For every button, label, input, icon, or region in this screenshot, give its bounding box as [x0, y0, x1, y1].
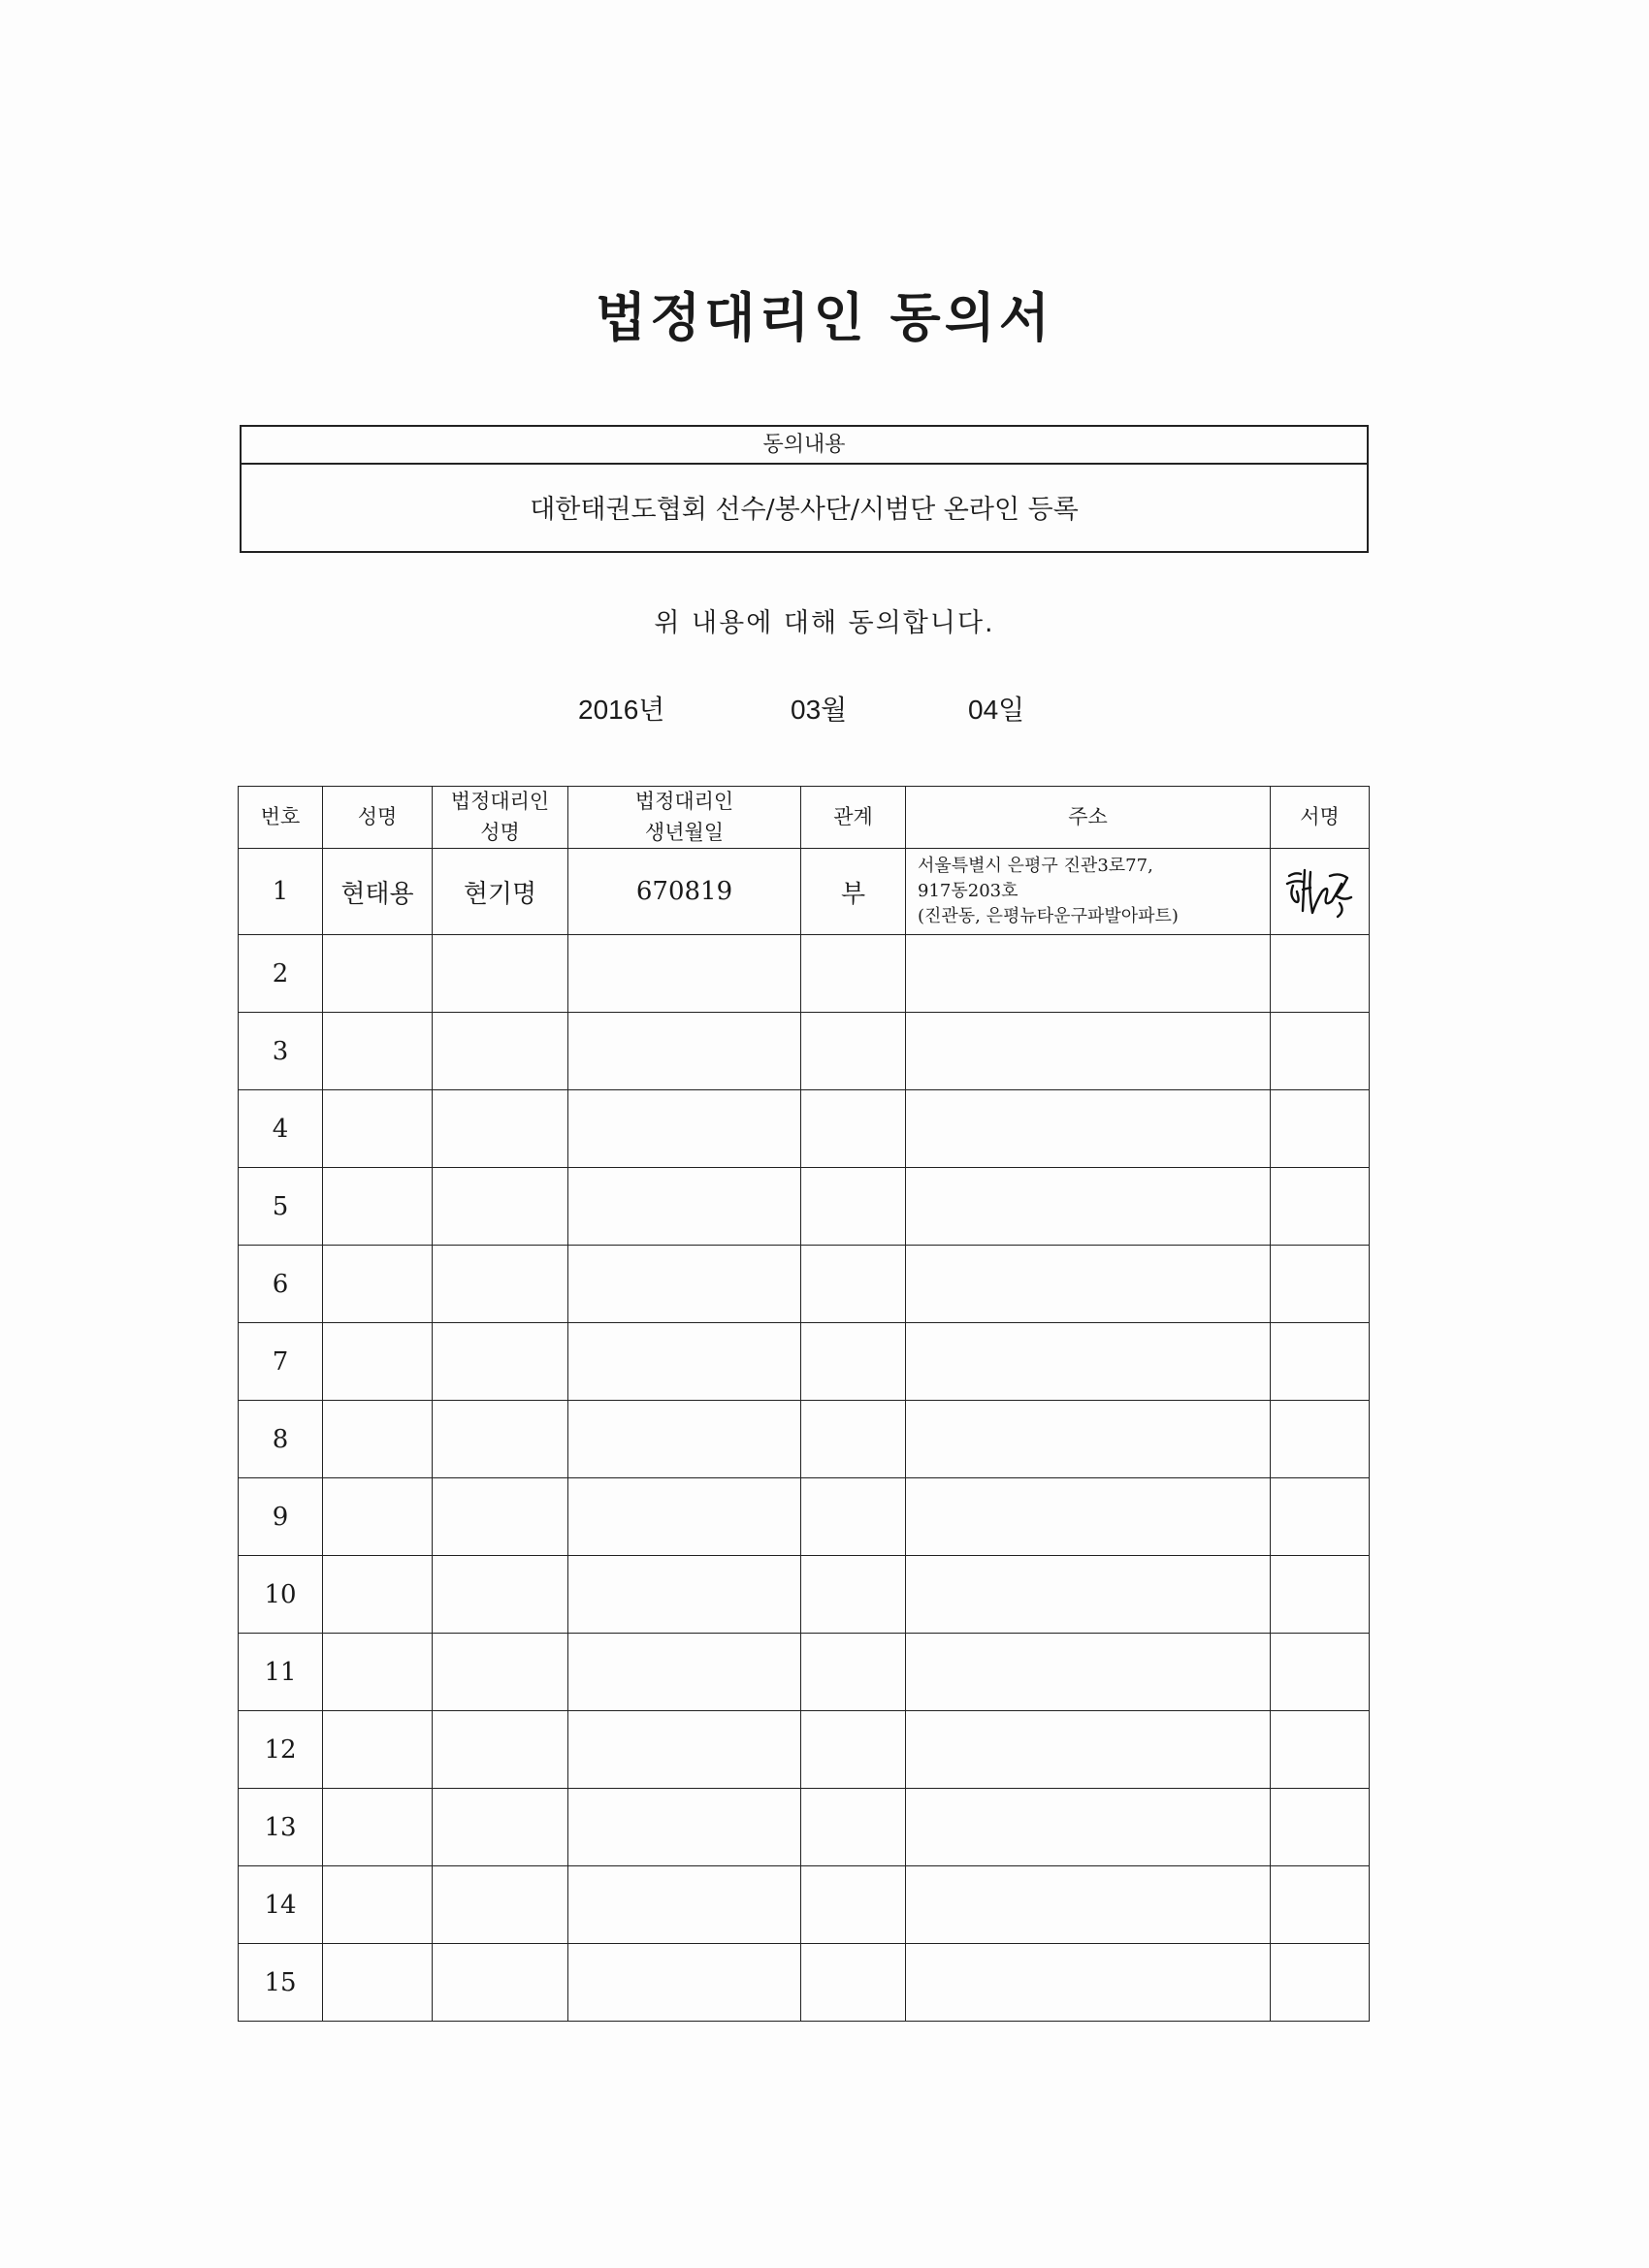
cell-relation[interactable] — [801, 1634, 906, 1711]
cell-relation[interactable] — [801, 1168, 906, 1246]
cell-no: 7 — [239, 1323, 323, 1401]
cell-no: 11 — [239, 1634, 323, 1711]
cell-guardian-birth[interactable] — [568, 1478, 801, 1556]
cell-signature[interactable] — [1271, 1168, 1370, 1246]
table-row — [239, 1556, 1370, 1634]
cell-address[interactable] — [906, 935, 1271, 1013]
cell-guardian-name[interactable] — [433, 1013, 568, 1090]
header-guardian-name — [433, 787, 568, 849]
cell-relation[interactable] — [801, 1323, 906, 1401]
cell-name[interactable] — [323, 1711, 433, 1789]
cell-signature[interactable] — [1271, 1478, 1370, 1556]
table-row — [239, 1789, 1370, 1866]
cell-address[interactable] — [906, 1711, 1271, 1789]
address-line3: (진관동, 은평뉴타운구파발아파트) — [918, 906, 1179, 927]
cell-address[interactable] — [906, 1634, 1271, 1711]
table-row — [239, 849, 1370, 935]
cell-relation[interactable] — [801, 935, 906, 1013]
cell-guardian-birth[interactable] — [568, 1944, 801, 2022]
cell-address[interactable] — [906, 1168, 1271, 1246]
cell-relation[interactable] — [801, 1246, 906, 1323]
header-no: 번호 — [239, 787, 323, 849]
cell-guardian-name: 현기명 — [433, 849, 568, 935]
cell-relation[interactable] — [801, 1711, 906, 1789]
table-row — [239, 1866, 1370, 1944]
header-guardian-birth-line2: 생년월일 — [644, 820, 725, 844]
cell-address[interactable] — [906, 1246, 1271, 1323]
table-row — [239, 1944, 1370, 2022]
header-name: 성명 — [323, 787, 433, 849]
cell-guardian-name[interactable] — [433, 1866, 568, 1944]
cell-signature — [1271, 849, 1370, 935]
cell-signature[interactable] — [1271, 1090, 1370, 1168]
table-row — [239, 1323, 1370, 1401]
header-signature: 서명 — [1271, 787, 1370, 849]
header-guardian-birth — [568, 787, 801, 849]
cell-relation[interactable] — [801, 1090, 906, 1168]
cell-signature[interactable] — [1271, 1789, 1370, 1866]
cell-name[interactable] — [323, 1013, 433, 1090]
cell-no: 14 — [239, 1866, 323, 1944]
header-address: 주소 — [906, 787, 1271, 849]
cell-address[interactable] — [906, 1944, 1271, 2022]
cell-guardian-name[interactable] — [433, 1478, 568, 1556]
cell-guardian-name[interactable] — [433, 1789, 568, 1866]
cell-address[interactable] — [906, 1556, 1271, 1634]
cell-no: 1 — [239, 849, 323, 935]
cell-guardian-birth[interactable] — [568, 1711, 801, 1789]
table-row — [239, 1090, 1370, 1168]
cell-address[interactable] — [906, 1789, 1271, 1866]
cell-relation[interactable] — [801, 1478, 906, 1556]
cell-no: 8 — [239, 1401, 323, 1478]
cell-no: 3 — [239, 1013, 323, 1090]
table-row — [239, 1168, 1370, 1246]
cell-guardian-name[interactable] — [433, 935, 568, 1013]
cell-guardian-name[interactable] — [433, 1711, 568, 1789]
cell-signature[interactable] — [1271, 1866, 1370, 1944]
registration-table — [238, 786, 1370, 2022]
cell-signature[interactable] — [1271, 1634, 1370, 1711]
table-row — [239, 1246, 1370, 1323]
cell-name[interactable] — [323, 1168, 433, 1246]
cell-no: 10 — [239, 1556, 323, 1634]
cell-name[interactable] — [323, 1944, 433, 2022]
cell-guardian-name[interactable] — [433, 1168, 568, 1246]
table-row — [239, 1013, 1370, 1090]
cell-signature[interactable] — [1271, 1013, 1370, 1090]
table-row — [239, 935, 1370, 1013]
table-row — [239, 1634, 1370, 1711]
handwritten-signature — [1281, 862, 1359, 921]
cell-signature[interactable] — [1271, 1944, 1370, 2022]
cell-guardian-birth[interactable] — [568, 1168, 801, 1246]
consent-header: 동의내용 — [242, 427, 1367, 465]
cell-no: 5 — [239, 1168, 323, 1246]
cell-signature[interactable] — [1271, 1401, 1370, 1478]
table-header-row — [239, 787, 1370, 849]
cell-relation[interactable] — [801, 1789, 906, 1866]
cell-guardian-birth[interactable] — [568, 1323, 801, 1401]
table-row — [239, 1711, 1370, 1789]
cell-address[interactable] — [906, 1323, 1271, 1401]
cell-guardian-name[interactable] — [433, 1401, 568, 1478]
cell-name[interactable] — [323, 1866, 433, 1944]
cell-relation[interactable] — [801, 1866, 906, 1944]
cell-signature[interactable] — [1271, 935, 1370, 1013]
cell-guardian-birth[interactable] — [568, 1634, 801, 1711]
cell-no: 2 — [239, 935, 323, 1013]
header-guardian-name-line2: 성명 — [480, 820, 520, 844]
cell-address — [906, 849, 1271, 935]
cell-signature[interactable] — [1271, 1711, 1370, 1789]
cell-guardian-name[interactable] — [433, 1944, 568, 2022]
cell-guardian-name[interactable] — [433, 1323, 568, 1401]
table-row — [239, 1478, 1370, 1556]
cell-address[interactable] — [906, 1478, 1271, 1556]
cell-no: 13 — [239, 1789, 323, 1866]
cell-guardian-birth: 670819 — [568, 849, 801, 935]
cell-no: 12 — [239, 1711, 323, 1789]
cell-relation[interactable] — [801, 1556, 906, 1634]
cell-address[interactable] — [906, 1090, 1271, 1168]
cell-guardian-birth[interactable] — [568, 935, 801, 1013]
agree-statement: 위 내용에 대해 동의합니다. — [654, 608, 995, 638]
table-row — [239, 1401, 1370, 1478]
date-year: 2016년 — [578, 695, 665, 725]
cell-guardian-name[interactable] — [433, 1556, 568, 1634]
header-guardian-name-line1: 법정대리인 — [450, 790, 550, 813]
cell-no: 4 — [239, 1090, 323, 1168]
cell-relation[interactable] — [801, 1013, 906, 1090]
cell-guardian-name[interactable] — [433, 1090, 568, 1168]
cell-name[interactable] — [323, 1634, 433, 1711]
cell-guardian-birth[interactable] — [568, 1246, 801, 1323]
cell-name[interactable] — [323, 1478, 433, 1556]
cell-address[interactable] — [906, 1866, 1271, 1944]
cell-name[interactable] — [323, 1246, 433, 1323]
cell-name[interactable] — [323, 935, 433, 1013]
cell-guardian-birth[interactable] — [568, 1866, 801, 1944]
cell-guardian-birth[interactable] — [568, 1013, 801, 1090]
cell-guardian-birth[interactable] — [568, 1401, 801, 1478]
cell-name[interactable] — [323, 1323, 433, 1401]
cell-relation[interactable] — [801, 1944, 906, 2022]
cell-relation[interactable] — [801, 1401, 906, 1478]
cell-no: 15 — [239, 1944, 323, 2022]
cell-name[interactable] — [323, 1556, 433, 1634]
cell-name: 현태용 — [323, 849, 433, 935]
cell-name[interactable] — [323, 1789, 433, 1866]
cell-no: 9 — [239, 1478, 323, 1556]
cell-guardian-name[interactable] — [433, 1246, 568, 1323]
cell-signature[interactable] — [1271, 1246, 1370, 1323]
cell-guardian-birth[interactable] — [568, 1789, 801, 1866]
cell-guardian-birth[interactable] — [568, 1556, 801, 1634]
date-month: 03월 — [791, 695, 848, 725]
header-guardian-birth-line1: 법정대리인 — [634, 790, 734, 813]
cell-guardian-name[interactable] — [433, 1634, 568, 1711]
cell-signature[interactable] — [1271, 1323, 1370, 1401]
page-title: 법정대리인 동의서 — [595, 286, 1054, 348]
date-day: 04일 — [968, 695, 1025, 725]
cell-name[interactable] — [323, 1090, 433, 1168]
address-line2: 917동203호 — [918, 880, 1018, 901]
cell-signature[interactable] — [1271, 1556, 1370, 1634]
cell-relation: 부 — [801, 849, 906, 935]
cell-name[interactable] — [323, 1401, 433, 1478]
consent-box — [240, 425, 1369, 553]
cell-guardian-birth[interactable] — [568, 1090, 801, 1168]
address-line1: 서울특별시 은평구 진관3로77, — [918, 855, 1153, 876]
cell-address[interactable] — [906, 1401, 1271, 1478]
cell-address[interactable] — [906, 1013, 1271, 1090]
consent-content: 대한태권도협회 선수/봉사단/시범단 온라인 등록 — [530, 495, 1079, 525]
header-relation: 관계 — [801, 787, 906, 849]
cell-no: 6 — [239, 1246, 323, 1323]
